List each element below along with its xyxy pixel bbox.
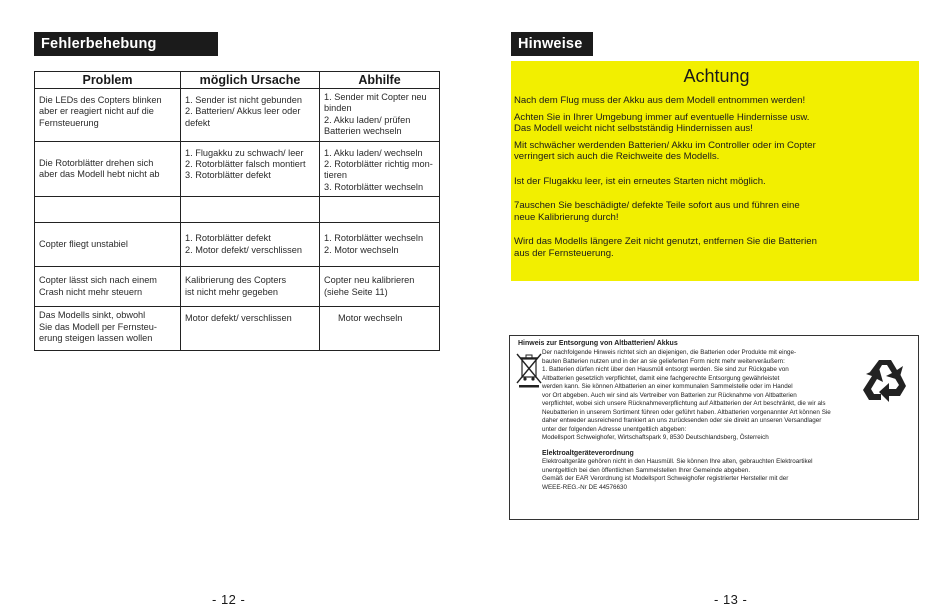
- notice-line: Nach dem Flug muss der Akku aus dem Modell entnommen werden!: [514, 95, 806, 106]
- cause-cell: [181, 307, 320, 351]
- notice-line: verringert sich auch die Reichweite des Modells.: [514, 151, 720, 162]
- cell-line: Crash nicht mehr steuern: [39, 286, 143, 297]
- notice-line: Das Modell weicht nicht selbstständig Hindernissen aus!: [514, 123, 753, 134]
- problem-cell: [35, 267, 181, 307]
- disposal-line: werden kann. Sie können Altbatterien an einer kommunalen Sammelstelle oder im Handel: [542, 383, 793, 391]
- cell-line: ist nicht mehr gegeben: [185, 286, 278, 297]
- cell-line: Motor defekt/ verschlissen: [185, 313, 292, 324]
- cell-line: Sie das Modell per Fernsteu-: [39, 321, 157, 332]
- cause-cell: [181, 197, 320, 223]
- page-number: - 12 -: [212, 592, 246, 607]
- header-cause: möglich Ursache: [181, 72, 320, 89]
- section-title-troubleshooting: Fehlerbehebung: [34, 32, 218, 56]
- disposal-line: 1. Batterien dürfen nicht über den Hausmüll entsorgt werden. Sie sind zur Rückgabe von: [542, 366, 789, 374]
- table-row: [35, 307, 440, 351]
- cell-line: 2. Motor defekt/ verschlissen: [185, 244, 302, 255]
- disposal-line: vor Ort abgeben. Auch wir sind als Vertreiber von Batterien zur Rücknahme von Altbatterien: [542, 391, 797, 399]
- cell-line: 1. Sender ist nicht gebunden: [185, 95, 302, 105]
- notice-line: aus der Fernsteuerung.: [514, 247, 614, 259]
- disposal-line: Modellsport Schweighofer, Wirtschaftspark 9, 8530 Deutschlandsberg, Österreich: [542, 434, 769, 442]
- disposal-line: Altbatterien gesetzlich verpflichtet, damit eine fachgerechte Entsorgung gewährleistet: [542, 374, 780, 382]
- cell-line: aber er reagiert nicht auf die: [39, 106, 154, 117]
- disposal-line: daher entweder ausreichend frankiert an uns zurücksenden oder sie direkt an unseren Versandlager: [542, 417, 822, 425]
- cell-line: 3. Rotorblätter defekt: [185, 170, 271, 181]
- header-fix: Abhilfe: [320, 72, 440, 89]
- fix-cell: [320, 141, 440, 197]
- notice-line: neue Kalibrierung durch!: [514, 211, 619, 223]
- troubleshooting-table: [34, 71, 440, 351]
- cell-line: Copter fliegt unstabiel: [39, 239, 128, 250]
- cell-line: 1. Rotorblätter wechseln: [324, 233, 424, 244]
- disposal-line: Gemäß der EAR Verordnung ist Modellsport Schweighofer registrierter Hersteller mit der: [542, 475, 789, 483]
- notice-line: Achten Sie in Ihrer Umgebung immer auf eventuelle Hindernisse usw.: [514, 111, 810, 123]
- notice-line: 7auschen Sie beschädigte/ defekte Teile sofort aus und führen eine: [514, 200, 800, 211]
- problem-cell: [35, 141, 181, 197]
- disposal-line: Elektroaltgeräte gehören nicht in den Hausmüll. Sie können Ihre alten, gebrauchten Elektroartikel: [542, 458, 813, 466]
- cell-line: Copter lässt sich nach einem: [39, 275, 157, 286]
- cell-line: 3. Rotorblätter wechseln: [324, 181, 424, 192]
- right-page: [475, 0, 950, 612]
- cell-line: 2. Akku laden/ prüfen: [324, 114, 411, 125]
- fix-cell: [320, 267, 440, 307]
- disposal-line: Der nachfolgende Hinweis richtet sich an diejenigen, die Batterien oder Produkte mit einge-: [542, 349, 797, 356]
- fix-cell: [320, 89, 440, 142]
- cell-line: binden: [324, 103, 352, 114]
- page-number: - 13 -: [714, 592, 748, 607]
- disposal-line: unentgeltlich bei den öffentlichen Sammelstellen Ihrer Gemeinde abgeben.: [542, 466, 751, 474]
- notice-line: Mit schwächer werdenden Batterien/ Akku im Controller oder im Copter: [514, 139, 816, 151]
- cell-line: 2. Rotorblätter richtig mon-: [324, 159, 433, 170]
- problem-cell: [35, 197, 181, 223]
- cell-line: Kalibrierung des Copters: [185, 275, 287, 286]
- cell-line: Copter neu kalibrieren: [324, 275, 415, 286]
- notice-line: Wird das Modells längere Zeit nicht genutzt, entfernen Sie die Batterien: [514, 236, 817, 247]
- recycle-icon: [859, 356, 911, 404]
- cell-line: defekt: [185, 117, 211, 128]
- table-header-row: [35, 72, 440, 89]
- cell-line: 1. Akku laden/ wechseln: [324, 147, 423, 158]
- cell-line: Das Modells sinkt, obwohl: [39, 310, 146, 321]
- problem-cell: [35, 89, 181, 142]
- cause-cell: [181, 223, 320, 267]
- disposal-line: Neubatterien in unserem Sortiment führen oder geführt haben. Altbatterien vorgenannter Art können Sie: [542, 408, 831, 416]
- table-row: [35, 267, 440, 307]
- cell-line: 2. Motor wechseln: [324, 244, 399, 255]
- disposal-line: WEEE-REG.-Nr DE 44576630: [542, 483, 628, 491]
- table-row-empty: [35, 197, 440, 223]
- cell-line: Batterien wechseln: [324, 126, 402, 137]
- cell-line: Die Rotorblätter drehen sich: [39, 157, 154, 168]
- cell-line: Motor wechseln: [338, 313, 403, 324]
- cell-line: 1. Rotorblätter defekt: [185, 233, 271, 244]
- disposal-line: unter der folgenden Adresse unentgeltlich abgeben:: [542, 425, 687, 433]
- cause-cell: [181, 267, 320, 307]
- table-row: [35, 223, 440, 267]
- cell-line: 2. Rotorblätter falsch montiert: [185, 159, 306, 170]
- notice-heading: Achtung: [683, 66, 750, 86]
- cell-line: Fernsteuerung: [39, 117, 99, 128]
- crossed-out-bin-icon: [515, 350, 543, 388]
- problem-cell: [35, 307, 181, 351]
- fix-cell: [320, 223, 440, 267]
- cause-cell: [181, 89, 320, 142]
- disposal-line: verpflichtet, wobei sich unsere Rücknahmeverpflichtung auf Altbatterien der Art beschränkt, die wir als: [542, 400, 826, 408]
- fix-cell: [320, 307, 440, 351]
- section-title-notes: Hinweise: [511, 32, 593, 56]
- problem-cell: [35, 223, 181, 267]
- header-problem: Problem: [35, 72, 181, 89]
- table-row: [35, 141, 440, 197]
- warning-notice-box: [511, 61, 919, 281]
- cell-line: Die LEDs des Copters blinken: [39, 95, 162, 105]
- disposal-subtitle: Elektroaltgeräteverordnung: [542, 450, 634, 458]
- cell-line: aber das Modell hebt nicht ab: [39, 168, 160, 179]
- cell-line: 1. Flugakku zu schwach/ leer: [185, 147, 304, 158]
- table-row: [35, 89, 440, 142]
- cell-line: tieren: [324, 170, 347, 181]
- notice-line: Ist der Flugakku leer, ist ein erneutes Starten nicht möglich.: [514, 175, 766, 187]
- cell-line: erung steigen lassen wollen: [39, 333, 153, 344]
- disposal-line: bauten Batterien nutzen und in der an sie gelieferten Form nicht mehr weiterveräußern:: [542, 357, 785, 365]
- disposal-title: Hinweis zur Entsorgung von Altbatterien/ Akkus: [518, 340, 678, 347]
- disposal-notice-box: [509, 335, 919, 520]
- cell-line: 2. Batterien/ Akkus leer oder: [185, 106, 301, 117]
- cell-line: 1. Sender mit Copter neu: [324, 92, 427, 102]
- cell-line: (siehe Seite 11): [324, 286, 388, 297]
- fix-cell: [320, 197, 440, 223]
- cause-cell: [181, 141, 320, 197]
